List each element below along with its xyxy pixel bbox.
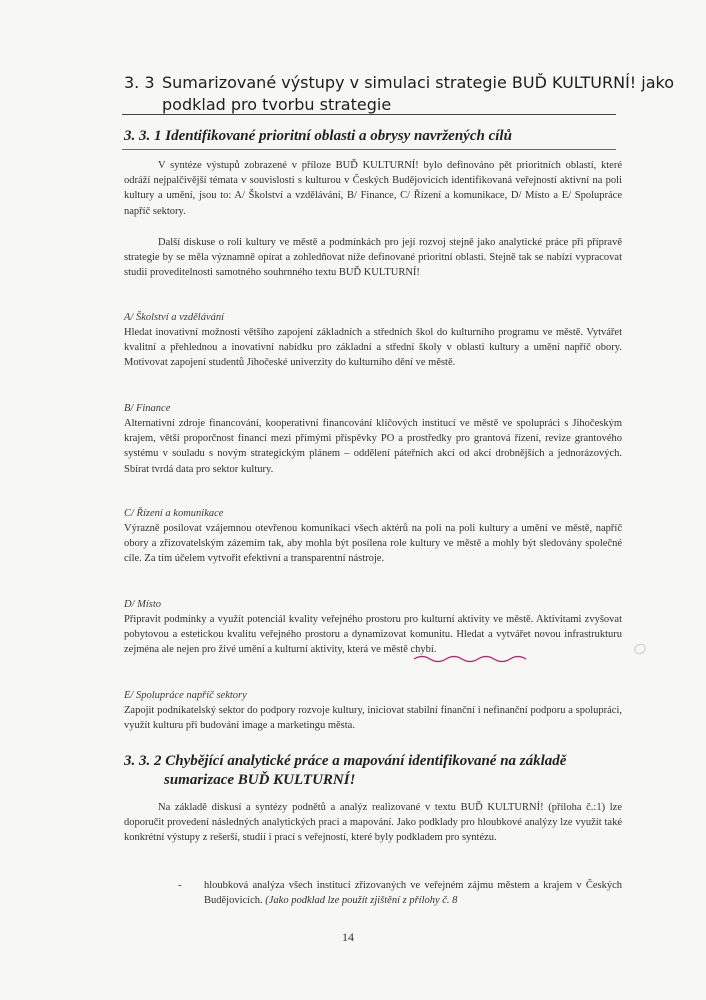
analysis-paragraph: Na základě diskusí a syntézy podnětů a analýz realizované v textu BUĎ KULTURNÍ! (příloha č.:1) lze doporučit provedení následných analytických prací a mapování. Jako podklady pro hloubkové analýzy lze využít také konkrétní výstupy z rešerší, studií i prací s veřejností, které byly podkladem pro syntézu.	[124, 802, 622, 844]
area-d-text: Připravit podmínky a využít potenciál kvality veřejného prostoru pro kulturní aktivity ve městě. Aktivitami zvyšovat pobytovou a estetickou kvalitu veřejného prostoru a dynamizovat komunitu. Hledat a vytvářet novou infrastrukturu zejména ale nejen pro živé umění a kulturní aktivity, která ve městě chybí.	[124, 614, 622, 656]
heading-line-1: Sumarizované výstupy v simulaci strategie BUĎ KULTURNÍ! jako	[162, 73, 675, 92]
bullet-item-note: (Jako podklad lze použít zjištění z přílohy č. 8	[265, 895, 458, 907]
subsection-2-title-line-1: 3. 3. 2 Chybějící analytické práce a mapování identifikované na základě	[124, 753, 567, 769]
area-b-title: B/ Finance	[124, 403, 171, 414]
area-c-text: Výrazně posilovat vzájemnou otevřenou komunikaci všech aktérů na poli na poli kultury a umění ve městě, napříč obory a zřizovatelským zázemím tak, aby mohla být posílena role kultury ve městě a mohly být sledovány společné cíle. Za tím účelem vytvořit efektivní a transparentní nástroje.	[124, 523, 622, 565]
area-a-title: A/ Školství a vzdělávání	[124, 312, 225, 323]
area-d-title: D/ Místo	[124, 599, 162, 610]
bullet-item	[204, 878, 622, 908]
area-a-text: Hledat inovativní možnosti většího zapojení základních a středních škol do kulturního programu ve městě. Vytvářet kvalitní a přehlednou a inovativní nabídku pro základní a střední školy v oblasti kultury a umění napříč obory. Motivovat zapojení studentů Jihočeské univerzity do kulturního dění ve městě.	[124, 327, 622, 369]
page-number: 14	[342, 930, 354, 944]
area-c-title: C/ Řízení a komunikace	[124, 508, 224, 519]
heading-number: 3. 3	[124, 73, 155, 92]
intro-paragraph: V syntéze výstupů zobrazené v příloze BUĎ KULTURNÍ! bylo definováno pět prioritních oblastí, které odráží nejpalčivější témata v souvislosti s kulturou v Českých Budějovicích identifikovaná veřejností aktivní na poli kultury a umění, jsou to: A/ Školství a vzdělávání, B/ Finance, C/ Řízení a komunikace, D/ Místo a E/ Spolupráce napříč sektory.	[124, 160, 622, 217]
subsection-2-title-line-2: sumarizace BUĎ KULTURNÍ!	[164, 772, 356, 788]
discussion-paragraph: Další diskuse o roli kultury ve městě a podmínkách pro její rozvoj stejně jako analytické práce při přípravě strategie by se měla významně opírat a zohledňovat níže definované prioritní oblasti. Stejně tak se nabízí vypracovat studii proveditelnosti samotného souhrnného textu BUĎ KULTURNÍ!	[124, 237, 622, 279]
handwritten-underline	[412, 653, 532, 663]
bullet-item-text: hloubková analýza všech institucí zřizovaných ve veřejném zájmu městem a krajem v Českých Budějovicích.	[204, 880, 622, 907]
area-b-text: Alternativní zdroje financování, kooperativní financování klíčových institucí ve městě ve spolupráci s Jihočeským krajem, větší proporčnost financí mezi přímými příspěvky PO a prostředky pro grantová řízení, revize grantového systému v souladu s novým strategickým plánem – oddělení páteřních akcí od akcí drobnějších a jednorázových. Sbírat tvrdá data pro sektor kultury.	[124, 418, 622, 475]
heading-rule	[122, 114, 616, 115]
pencil-mark	[632, 642, 647, 657]
subsection-1-title: 3. 3. 1 Identifikované prioritní oblasti a obrysy navržených cílů	[124, 128, 512, 144]
area-e-text: Zapojit podnikatelský sektor do podpory rozvoje kultury, iniciovat stabilní finanční i nefinanční podporu a spolupráci, využít kulturu při budování image a marketingu města.	[124, 705, 622, 732]
area-e-title: E/ Spolupráce napříč sektory	[124, 690, 247, 701]
bullet-dash: -	[178, 879, 182, 891]
heading-line-2: podklad pro tvorbu strategie	[162, 95, 392, 114]
subsection-1-rule	[122, 149, 616, 150]
